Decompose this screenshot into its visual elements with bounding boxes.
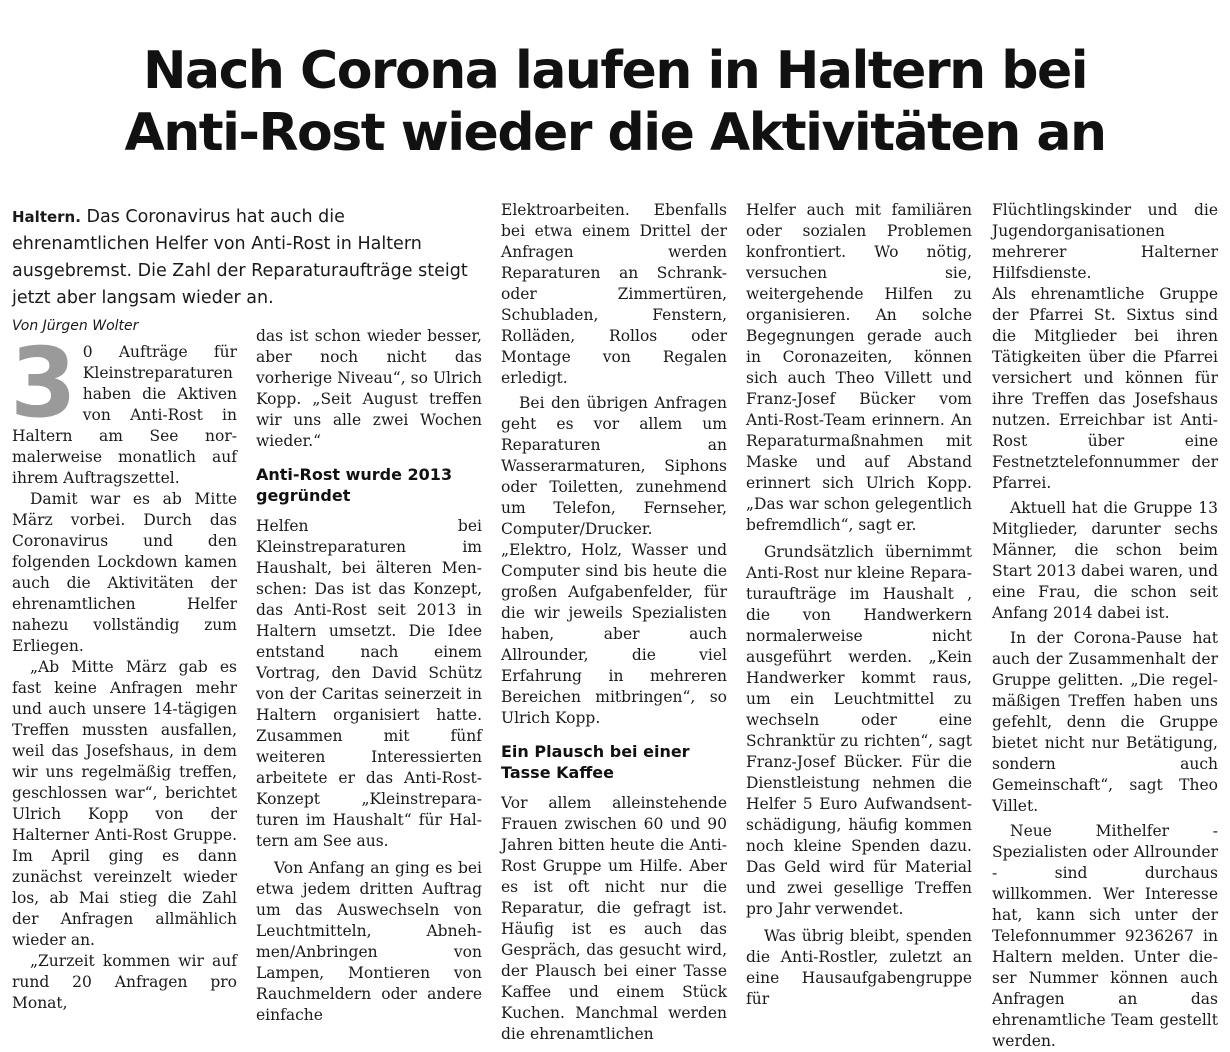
lead-paragraph <box>12 204 472 312</box>
column-4 <box>746 200 972 1010</box>
column-5 <box>992 200 1218 1052</box>
dateline-place: Haltern. <box>12 208 81 226</box>
paragraph: Neue Mithelfer - Spezialisten oder Allrounder - sind durchaus willkommen. Wer Interesse hat, kann sich unter der Telefonnummer 9236267 in Haltern melden. Unter dieser Nummer können auch Anfragen an das ehrenamtliche Team gestellt werden. <box>992 822 1218 1050</box>
paragraph: Aktuell hat die Gruppe 13 Mitglieder, darunter sechs Männer, die schon beim Start 2013 dabei waren, und eine Frau, die schon seit Anfang 2014 dabei ist. <box>992 499 1218 622</box>
subheading: Ein Plausch bei einer Tasse Kaffee <box>501 742 690 782</box>
headline <box>0 40 1230 164</box>
subheading: Anti-Rost wurde 2013 gegründet <box>256 465 453 505</box>
paragraph: Von Anfang an ging es bei etwa jedem dritten Auftrag um das Auswechseln von Leuchtmitteln, Abnehmen/Anbringen von Lampen, Montieren von Rauchmeldern oder andere einfache <box>256 859 482 1024</box>
headline-line-1: Nach Corona laufen in Haltern bei <box>142 41 1088 101</box>
paragraph: Vor allem alleinstehende Frauen zwischen 60 und 90 Jahren bitten heute die Anti-Rost Gruppe um Hilfe. Aber es ist oft nicht nur die Reparatur, die gefragt ist. Häufig ist es auch das Gespräch, das gesucht wird, der Plausch bei einer Tasse Kaffee und einem Stück Kuchen. Manchmal werden die ehrenamtlichen <box>501 794 727 1043</box>
paragraph: Helfen bei Kleinstreparaturen im Haushalt, bei älteren Menschen: Das ist das Konzept, das Anti-Rost seit 2013 in Haltern umsetzt. Die Idee entstand nach einem Vortrag, den David Schütz von der Caritas seinerzeit in Haltern organisiert hatte. Zusammen mit fünf weiteren Interessierten arbeitete er das Anti-Rost-Konzept „Kleinstreparaturen im Haushalt“ für Haltern am See aus. <box>256 517 482 850</box>
paragraph: In der Corona-Pause hat auch der Zusammenhalt der Gruppe gelitten. „Die regelmäßigen Treffen haben uns gefehlt, denn die Gruppe bietet nicht nur Betätigung, sondern auch Gemeinschaft“, sagt Theo Villet. <box>992 629 1218 815</box>
paragraph: Flüchtlingskinder und die Jugendorganisationen mehrerer Halterner Hilfsdienste. <box>992 201 1218 282</box>
paragraph: Elektroarbeiten. Ebenfalls bei etwa einem Drittel der Anfragen werden Reparaturen an Schrank- oder Zimmertüren, Schubladen, Fenstern, Rolläden, Rollos oder Montage von Regalen erledigt. <box>501 201 727 387</box>
drop-cap: 3 <box>10 327 77 439</box>
paragraph: 0 Aufträge für Kleinstreparaturen haben die Aktiven von Anti-Rost in Haltern am See normalerweise monatlich auf ihrem Auftragszettel. <box>12 343 237 487</box>
paragraph: Als ehrenamtliche Gruppe der Pfarrei St. Sixtus sind die Mitglieder bei ihren Tätigkeiten über die Pfarrei versichert und können für ihre Treffen das Josefshaus nutzen. Erreichbar ist Anti-Rost über eine Festnetztelefonnummer der Pfarrei. <box>992 285 1218 492</box>
headline-line-2: Anti-Rost wieder die Aktivitäten an <box>124 103 1106 163</box>
paragraph: Was übrig bleibt, spenden die Anti-Rostler, zuletzt an eine Hausaufgabengruppe für <box>746 927 972 1008</box>
paragraph: Helfer auch mit familiären oder sozialen Problemen konfrontiert. Wo nötig, versuchen sie, weitergehende Hilfen zu organisieren. An solche Begegnungen gerade auch in Coronazeiten, können sich auch Theo Villett und Franz-Josef Bücker vom Anti-Rost-Team erinnern. An Reparaturmaßnahmen mit Maske und auf Abstand erinnert sich Ulrich Kopp. „Das war schon gelegentlich befremdlich“, sagt er. <box>746 201 972 534</box>
paragraph: „Zurzeit kommen wir auf rund 20 Anfragen pro Monat, <box>12 952 237 1012</box>
column-1 <box>10 327 237 1014</box>
paragraph: Grundsätzlich übernimmt Anti-Rost nur kleine Reparaturaufträge im Haushalt , die von Handwerkern normalerweise nicht ausgeführt werden. „Kein Handwerker kommt raus, um ein Leuchtmittel zu wechseln oder eine Schranktür zu richten“, sagt Franz-Josef Bücker. Für die Dienstleistung nehmen die Helfer 5 Euro Aufwandsentschädigung, häufig kommen noch kleine Spenden dazu. Das Geld wird für Material und zwei gesellige Treffen pro Jahr verwendet. <box>746 543 972 918</box>
column-3 <box>501 200 727 1045</box>
paragraph: das ist schon wieder besser, aber noch nicht das vorherige Niveau“, so Ulrich Kopp. „Seit August treffen wir uns alle zwei Wochen wieder.“ <box>256 327 482 450</box>
paragraph: Damit war es ab Mitte März vorbei. Durch das Coronavirus und den folgenden Lockdown kamen auch die Aktivitäten der ehrenamtlichen Helfer nahezu vollständig zum Erliegen. <box>12 490 237 655</box>
lead-text: Das Coronavirus hat auch die ehrenamtlichen Helfer von Anti-Rost in Haltern ausgebremst. Die Zahl der Reparaturaufträge steigt jetzt aber langsam wieder an. <box>12 207 468 308</box>
paragraph: „Ab Mitte März gab es fast keine Anfragen mehr und auch unsere 14-tägigen Treffen mussten ausfallen, weil das Josefshaus, in dem wir uns regelmäßig treffen, geschlossen war“, berichtet Ulrich Kopp von der Halterner Anti-Rost Gruppe. Im April ging es dann zunächst vereinzelt wieder los, ab Mai stieg die Zahl der Anfragen allmählich wieder an. <box>12 658 237 949</box>
paragraph: Bei den übrigen Anfragen geht es vor allem um Reparaturen an Wasserarmaturen, Siphons oder Toiletten, zunehmend um Telefon, Fernseher, Computer/Drucker. „Elektro, Holz, Wasser und Computer sind bis heute die großen Aufgabenfelder, für die wir jeweils Spezialisten haben, aber auch Allrounder, die viel Erfahrung in mehreren Bereichen mitbringen“, so Ulrich Kopp. <box>501 394 727 727</box>
byline: Von Jürgen Wolter <box>12 318 139 334</box>
column-2 <box>256 326 482 1026</box>
